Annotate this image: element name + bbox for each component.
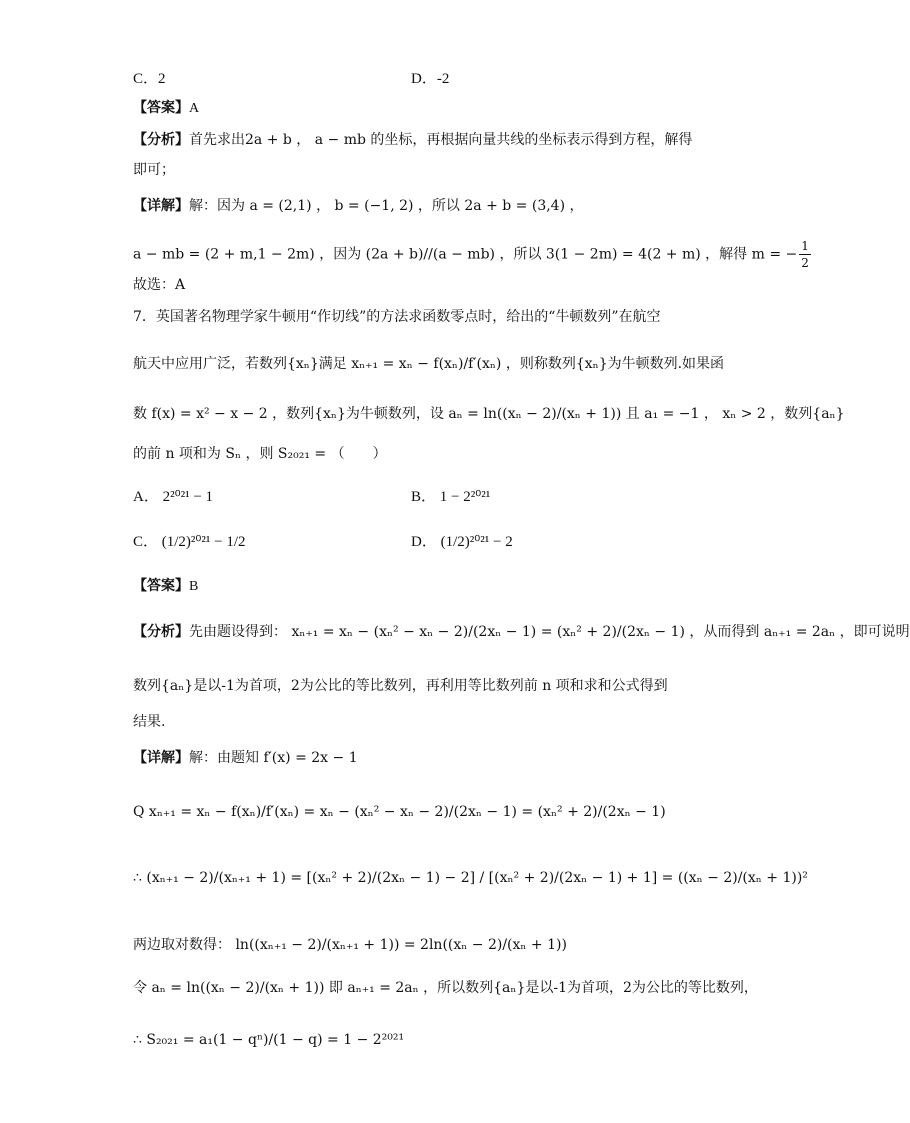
answer-tag: 【答案】	[133, 100, 189, 116]
analysis-tag-q7: 【分析】	[133, 624, 189, 640]
question-7-line-3: 数 f(x) = x² − x − 2 ，数列{xₙ}为牛顿数列，设 aₙ = ln((xₙ − 2)/(xₙ + 1)) 且 a₁ = −1 ， xₙ > 2 ，数列{aₙ}	[133, 406, 845, 422]
option-b: B． 1 − 2²⁰²¹	[411, 489, 491, 505]
prev-answer	[133, 98, 199, 119]
detail-line-3: ∴ (xₙ₊₁ − 2)/(xₙ₊₁ + 1) = [(xₙ² + 2)/(2xₙ − 1) − 2] / [(xₙ² + 2)/(2xₙ − 1) + 1] = ((xₙ − 2)/(xₙ + 1))²	[133, 870, 808, 886]
prev-analysis-line-1	[133, 130, 692, 150]
fraction-one-half: $\frac{1}{2}$	[801, 239, 809, 270]
answer-value: A	[189, 101, 200, 116]
prev-analysis-line-2: 即可；	[133, 162, 175, 178]
detail-text: 解：因为 a = (2,1) ， b = (−1, 2) ，所以 2a + b = (3,4) ，	[189, 198, 584, 214]
option-a: A． 2²⁰²¹ − 1	[133, 489, 214, 505]
prev-option-c: C．2	[133, 71, 166, 87]
question-7-line-1: 7．英国著名物理学家牛顿用“作切线”的方法求函数零点时，给出的“牛顿数列”在航空	[133, 309, 661, 325]
answer	[133, 576, 198, 597]
answer-tag-q7: 【答案】	[133, 578, 189, 594]
analysis-line-1	[133, 622, 910, 642]
detail-text-q7: 解：由题知 f′(x) = 2x − 1	[189, 750, 358, 766]
option-c: C． (1/2)²⁰²¹ − 1/2	[133, 534, 246, 550]
option-d: D． (1/2)²⁰²¹ − 2	[411, 534, 513, 550]
detail-line-2: Q xₙ₊₁ = xₙ − f(xₙ)/f′(xₙ) = xₙ − (xₙ² − xₙ − 2)/(2xₙ − 1) = (xₙ² + 2)/(2xₙ − 1)	[133, 804, 666, 820]
detail-tag: 【详解】	[133, 198, 189, 214]
question-7-line-4: 的前 n 项和为 Sₙ ，则 S₂₀₂₁ = （ ）	[133, 446, 387, 462]
detail-text-2: a − mb = (2 + m,1 − 2m) ，因为 (2a + b)//(a − mb) ，所以 3(1 − 2m) = 4(2 + m) ，解得 m = −	[133, 246, 798, 263]
analysis-text-q7: 先由题设得到： xₙ₊₁ = xₙ − (xₙ² − xₙ − 2)/(2xₙ − 1) = (xₙ² + 2)/(2xₙ − 1) ，从而得到 aₙ₊₁ = 2aₙ ，即可说明	[189, 624, 910, 640]
detail-line-4: 两边取对数得： ln((xₙ₊₁ − 2)/(xₙ₊₁ + 1)) = 2ln((xₙ − 2)/(xₙ + 1))	[133, 937, 567, 953]
prev-detail-line-3: 故选：A	[133, 277, 186, 293]
analysis-text: 首先求出2a + b ， a − mb 的坐标，再根据向量共线的坐标表示得到方程，解得	[189, 132, 693, 148]
prev-detail-line-1	[133, 196, 584, 216]
prev-detail-line-2	[133, 238, 813, 271]
detail-line-5: 令 aₙ = ln((xₙ − 2)/(xₙ + 1)) 即 aₙ₊₁ = 2aₙ ，所以数列{aₙ}是以-1为首项，2为公比的等比数列，	[133, 980, 758, 996]
prev-option-d: D．-2	[411, 71, 450, 87]
answer-value-q7: B	[189, 579, 199, 594]
analysis-line-3: 结果.	[133, 714, 166, 730]
detail-line-6: ∴ S₂₀₂₁ = a₁(1 − qⁿ)/(1 − q) = 1 − 2²⁰²¹	[133, 1032, 405, 1048]
detail-tag-q7: 【详解】	[133, 750, 189, 766]
analysis-line-2: 数列{aₙ}是以-1为首项，2为公比的等比数列，再利用等比数列前 n 项和求和公式得到	[133, 678, 668, 694]
question-7-line-2: 航天中应用广泛，若数列{xₙ}满足 xₙ₊₁ = xₙ − f(xₙ)/f′(xₙ) ，则称数列{xₙ}为牛顿数列.如果函	[133, 356, 725, 372]
detail-line-1	[133, 748, 358, 768]
analysis-tag: 【分析】	[133, 132, 189, 148]
